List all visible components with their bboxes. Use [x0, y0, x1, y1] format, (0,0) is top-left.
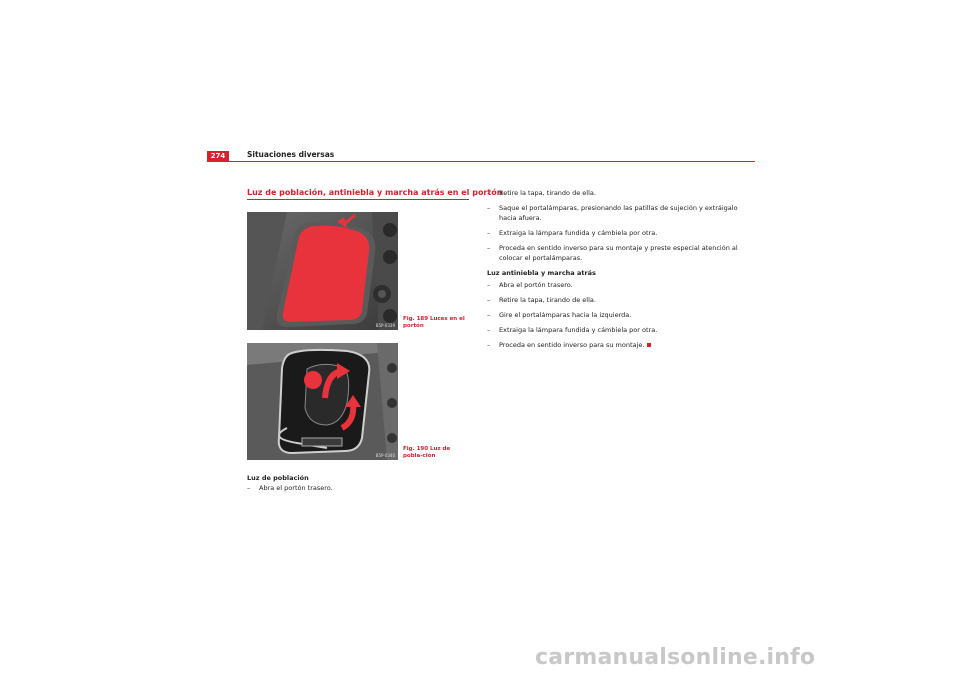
list-item: – Saque el portalámparas, presionando las patillas de sujeción y extráigalo hacia afuera. [487, 203, 755, 223]
watermark: carmanualsonline.info [535, 645, 816, 670]
left-column [247, 473, 469, 493]
figure-code: B5P-0339 [375, 323, 395, 328]
running-title: Situaciones diversas [247, 150, 335, 159]
figure-code: B5P-0340 [375, 453, 395, 458]
end-of-section-icon [647, 343, 651, 347]
figure-caption: Fig. 189 Luces en el portón [403, 316, 465, 329]
figure-position-light [247, 343, 398, 460]
section-title: Luz de población, antiniebla y marcha atrás en el portón [247, 188, 469, 200]
figure-tailgate-lights [247, 212, 398, 330]
list-item-text: Proceda en sentido inverso para su montaje. [499, 341, 645, 349]
list-item [487, 340, 755, 350]
figure-caption: Fig. 190 Luz de pobla-ción [403, 446, 451, 459]
list-item: – Proceda en sentido inverso para su montaje y preste especial atención al colocar el portalámparas. [487, 243, 755, 263]
subheading: Luz de población [247, 474, 309, 482]
subheading: Luz antiniebla y marcha atrás [487, 269, 596, 277]
list-item: – Retire la tapa, tirando de ella. [487, 295, 755, 305]
bulb-icon [304, 371, 322, 389]
list-item: – Extraiga la lámpara fundida y cámbiela por otra. [487, 325, 755, 335]
page-number: 274 [207, 151, 229, 162]
list-item: – Abra el portón trasero. [247, 483, 469, 493]
list-item: – Retire la tapa, tirando de ella. [487, 188, 755, 198]
list-item: – Extraiga la lámpara fundida y cámbiela por otra. [487, 228, 755, 238]
lampholder-illustration [247, 343, 398, 460]
right-column [487, 188, 755, 355]
tailgate-illustration [247, 212, 398, 330]
list-item: – Gire el portalámparas hacia la izquierda. [487, 310, 755, 320]
list-item: – Abra el portón trasero. [487, 280, 755, 290]
